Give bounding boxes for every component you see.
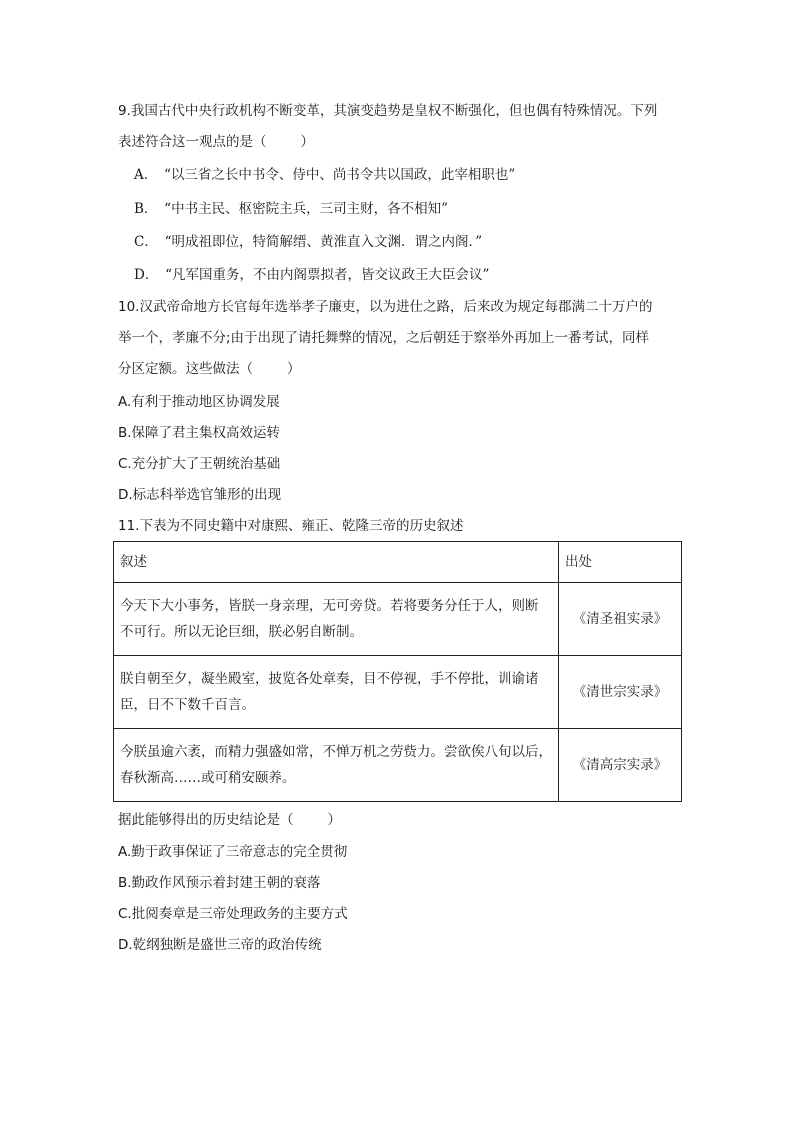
q11-option-a: A.勤于政事保证了三帝意志的完全贯彻 bbox=[118, 844, 348, 860]
row-narrative bbox=[114, 656, 559, 729]
q11-question-text: 据此能够得出的历史结论是（ bbox=[118, 812, 294, 828]
table-row bbox=[114, 656, 682, 729]
q11-option-d: D.乾纲独断是盛世三帝的政治传统 bbox=[118, 937, 322, 953]
q11-bracket-close: ） bbox=[327, 812, 341, 828]
q9-stem-line-2-text: 表述符合这一观点的是（ bbox=[118, 134, 267, 150]
q10-option-c: C.充分扩大了王朝统治基础 bbox=[118, 456, 281, 472]
q10-stem-line-3 bbox=[118, 359, 301, 379]
q10-option-b: B.保障了君主集权高效运转 bbox=[118, 425, 281, 441]
q9-stem-line-2 bbox=[118, 132, 314, 152]
q10-option-d: D.标志科举选官雏形的出现 bbox=[118, 487, 282, 503]
q10-stem-line-3-text: 分区定额。这些做法（ bbox=[118, 361, 253, 377]
table-header-row bbox=[114, 542, 682, 583]
q11-question bbox=[118, 810, 341, 830]
row-narrative-line: 今朕虽逾六袤，而精力强盛如常，不惮万机之劳赀力。尝欲俟八旬以后， bbox=[120, 744, 552, 760]
row-narrative-line: 不可行。所以无论巨细，朕必躬自断制。 bbox=[120, 624, 363, 640]
q9-option-a: A． “以三省之长中书令、侍中、尚书令共以国政，此宰相职也” bbox=[134, 167, 516, 183]
row-narrative bbox=[114, 583, 559, 656]
table-row bbox=[114, 583, 682, 656]
row-source: 《清高宗实录》 bbox=[559, 729, 682, 802]
q10-option-a: A.有利于推动地区协调发展 bbox=[118, 394, 280, 410]
q9-bracket-close: ） bbox=[300, 134, 314, 150]
q9-option-c: C． “明成祖即位，特简解缙、黄淮直入文渊．谓之内阁．” bbox=[134, 234, 483, 250]
row-source: 《清圣祖实录》 bbox=[559, 583, 682, 656]
q10-stem-line-2: 举一个，孝廉不分;由于出现了请托舞弊的情况，之后朝廷于察举外再加上一番考试，同样 bbox=[118, 330, 650, 346]
q9-option-b: B． “中书主民、枢密院主兵，三司主财，各不相知” bbox=[134, 201, 448, 217]
row-source: 《清世宗实录》 bbox=[559, 656, 682, 729]
row-narrative-line: 朕自朝至夕，凝坐殿室，披览各处章奏，目不停视，手不停批，训谕诸 bbox=[120, 671, 539, 687]
table-row bbox=[114, 729, 682, 802]
row-narrative-line: 臣，日不下数千百言。 bbox=[120, 697, 255, 713]
q9-stem-line-1: 9.我国古代中央行政机构不断变革，其演变趋势是皇权不断强化，但也偶有特殊情况。下列 bbox=[118, 103, 658, 119]
q11-stem: 11.下表为不同史籍中对康熙、雍正、乾隆三帝的历史叙述 bbox=[118, 518, 464, 534]
history-source-table bbox=[113, 541, 682, 802]
row-narrative bbox=[114, 729, 559, 802]
row-narrative-line: 春秋渐高……或可稍安颐养。 bbox=[120, 770, 296, 786]
header-source: 出处 bbox=[559, 542, 682, 583]
q11-option-b: B.勤政作风预示着封建王朝的衰落 bbox=[118, 875, 321, 891]
q10-bracket-close: ） bbox=[287, 361, 301, 377]
row-narrative-line: 今天下大小事务，皆朕一身亲理，无可旁贷。若将要务分任于人，则断 bbox=[120, 598, 539, 614]
q9-option-d: D． “凡军国重务，不由内阁票拟者，皆交议政王大臣会议” bbox=[134, 267, 490, 283]
q11-option-c: C.批阅奏章是三帝处理政务的主要方式 bbox=[118, 906, 348, 922]
q10-stem-line-1: 10.汉武帝命地方长官每年选举孝子廉吏，以为进仕之路，后来改为规定每郡满二十万户的 bbox=[118, 299, 653, 315]
header-narrative: 叙述 bbox=[114, 542, 559, 583]
